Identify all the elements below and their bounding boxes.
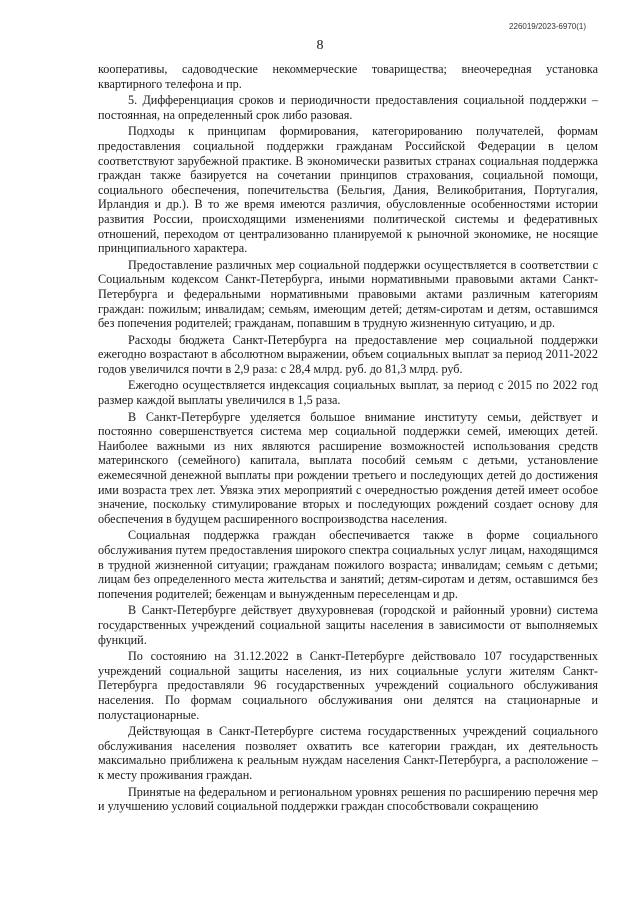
paragraph: В Санкт-Петербурге действует двухуровневая (городской и районный уровни) система государственных учреждений социальной защиты населения в зависимости от выполняемых функций. <box>98 603 598 647</box>
paragraph: Действующая в Санкт-Петербурге система государственных учреждений социального обслуживания населения позволяет охватить все категории граждан, их деятельность максимально приближена к реальным нуждам населения Санкт-Петербурга, а расположение – к месту проживания граждан. <box>98 724 598 782</box>
paragraph: Социальная поддержка граждан обеспечивается также в форме социального обслуживания путем предоставления широкого спектра социальных услуг лицам, находящимся в трудной жизненной ситуации; гражданам пожилого возраста; инвалидам; семьям с детьми; лицам без определенного места жительства и занятий; детям-сиротам и детям, оставшимся без попечения родителей; беженцам и вынужденным переселенцам и др. <box>98 528 598 601</box>
paragraph: В Санкт-Петербурге уделяется большое внимание институту семьи, действует и постоянно совершенствуется система мер социальной поддержки семей, имеющих детей. Наиболее важными из них являются расширение возможностей использования средств материнского (семейного) капитала, выплата пособий семьям с детьми, установление ежемесячной денежной выплаты при рождении третьего и последующих детей до достижения ими возраста трех лет. Увязка этих мероприятий с очередностью рождения детей имеет особое значение, поскольку стимулирование вторых и последующих рождений создает основу для обеспечения в будущем расширенного воспроизводства населения. <box>98 409 598 526</box>
paragraph: 5. Дифференциация сроков и периодичности предоставления социальной поддержки – постоянная, на определенный срок либо разовая. <box>98 93 598 122</box>
paragraph: кооперативы, садоводческие некоммерческие товарищества; внеочередная установка квартирного телефона и пр. <box>98 62 598 91</box>
document-body <box>98 62 598 816</box>
document-registration-number: 226019/2023-6970(1) <box>509 22 586 31</box>
page-number: 8 <box>316 38 324 53</box>
paragraph: По состоянию на 31.12.2022 в Санкт-Петербурге действовало 107 государственных учреждений социальной защиты населения, из них социальные услуги жителям Санкт-Петербурга предоставляли 96 государственных учреждений социального обслуживания населения. По формам социального обслуживания они делятся на стационарные и полустационарные. <box>98 649 598 722</box>
paragraph: Ежегодно осуществляется индексация социальных выплат, за период с 2015 по 2022 год размер каждой выплаты увеличился в 1,5 раза. <box>98 378 598 408</box>
paragraph: Предоставление различных мер социальной поддержки осуществляется в соответствии с Социальным кодексом Санкт-Петербурга, иными нормативными правовыми актами Санкт-Петербурга и федеральными нормативными правовыми актами различным категориям граждан: пожилым; инвалидам; семьям, имеющим детей; детям-сиротам и детям, оставшимся без попечения родителей; гражданам, попавшим в трудную жизненную ситуацию, и др. <box>98 257 598 331</box>
paragraph: Принятые на федеральном и региональном уровнях решения по расширению перечня мер и улучшению условий социальной поддержки граждан способствовали сокращению <box>98 784 598 814</box>
paragraph: Расходы бюджета Санкт-Петербурга на предоставление мер социальной поддержки ежегодно возрастают в абсолютном выражении, объем социальных выплат за период 2011-2022 годов увеличился почти в 2,9 раза: с 28,4 млрд. руб. до 81,3 млрд. руб. <box>98 332 598 376</box>
paragraph: Подходы к принципам формирования, категорированию получателей, формам предоставления социальной поддержки гражданам Российской Федерации в целом соответствуют зарубежной практике. В экономически развитых странах социальная поддержка граждан также базируется на сочетании принципов страхования, социальной помощи, социального обеспечения, попечительства (Бельгия, Дания, Великобритания, Португалия, Ирландия и др.). В то же время имеются различия, обусловленные особенностями истории развития России, происходящими изменениями политической системы и федеративных отношений, переходом от централизованно планируемой к рыночной экономике, не носящие принципиального характера. <box>98 124 598 256</box>
